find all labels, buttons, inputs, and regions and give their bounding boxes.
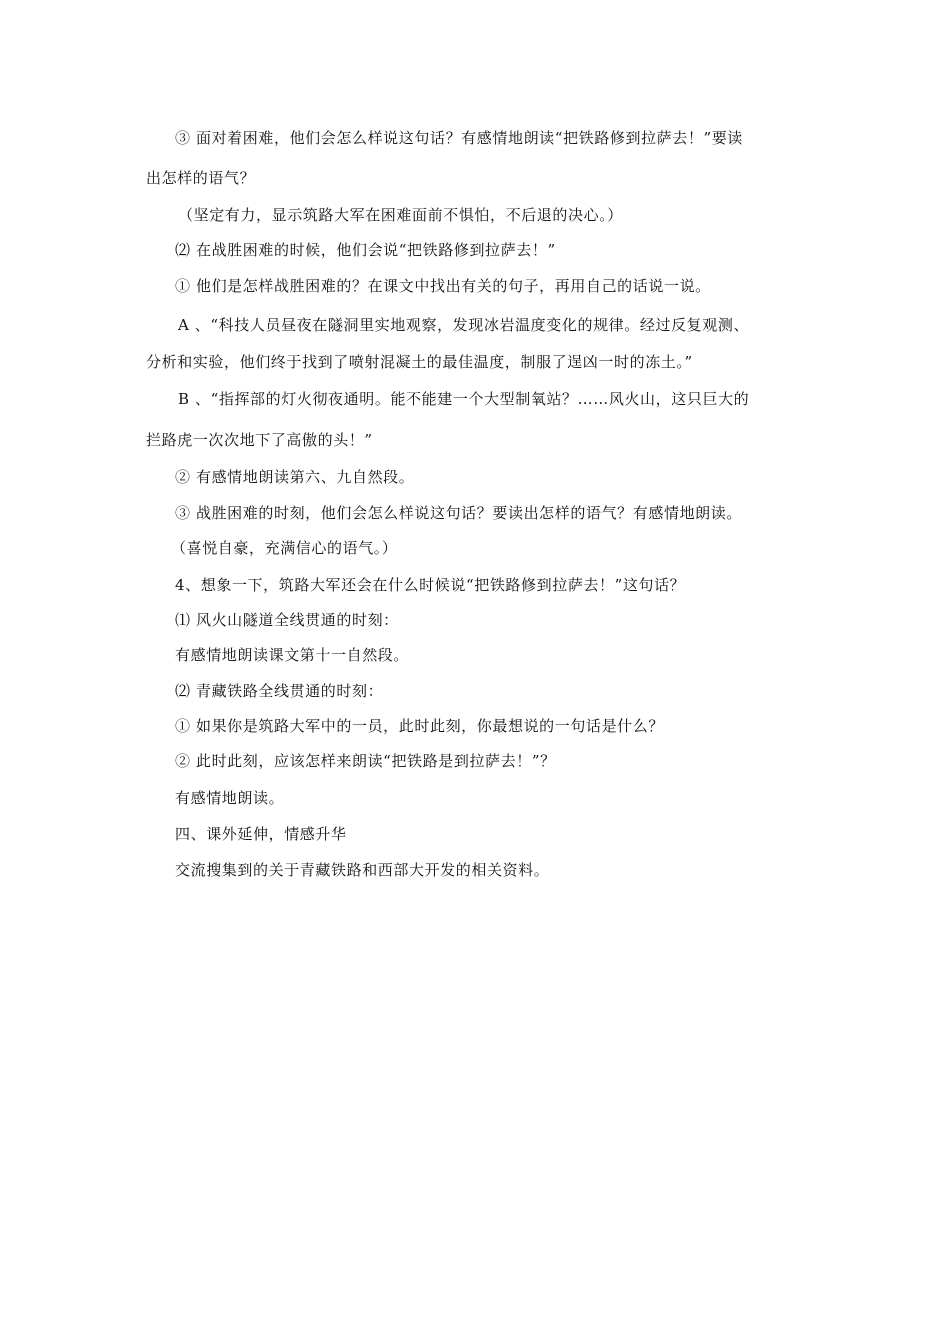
text-line: ② 有感情地朗读第六、九自然段。 [175, 468, 415, 486]
text-line: 出怎样的语气？ [146, 169, 256, 187]
text-line: （坚定有力，显示筑路大军在困难面前不惧怕，不后退的决心。） [178, 206, 623, 224]
text-line: ⑵ 青藏铁路全线贯通的时刻： [175, 682, 384, 700]
text-line: A 、“科技人员昼夜在隧洞里实地观察，发现冰岩温度变化的规律。经过反复观测、 [178, 316, 750, 334]
text-line: ③ 面对着困难，他们会怎么样说这句话？有感情地朗读“把铁路修到拉萨去！”要读 [175, 129, 743, 147]
text-line: ⑴ 风火山隧道全线贯通的时刻： [175, 611, 399, 629]
text-line: 交流搜集到的关于青藏铁路和西部大开发的相关资料。 [175, 861, 550, 879]
text-line: ① 如果你是筑路大军中的一员，此时此刻，你最想说的一句话是什么？ [175, 717, 664, 735]
text-line: 拦路虎一次次地下了高傲的头！” [146, 431, 373, 449]
text-line: ② 此时此刻，应该怎样来朗读“把铁路是到拉萨去！”？ [175, 752, 556, 770]
text-line: （喜悦自豪，充满信心的语气。） [171, 539, 398, 557]
text-line: B 、“指挥部的灯火彻夜通明。能不能建一个大型制氧站？……风火山，这只巨大的 [178, 390, 750, 408]
section-heading: 四、课外延伸，情感升华 [175, 825, 347, 843]
text-line: 4、想象一下，筑路大军还会在什么时候说“把铁路修到拉萨去！”这句话？ [175, 576, 686, 594]
text-line: 有感情地朗读课文第十一自然段。 [175, 646, 410, 664]
text-line: ③ 战胜困难的时刻，他们会怎么样说这句话？要读出怎样的语气？有感情地朗读。 [175, 504, 742, 522]
text-line: ① 他们是怎样战胜困难的？在课文中找出有关的句子，再用自己的话说一说。 [175, 277, 711, 295]
text-line: ⑵ 在战胜困难的时候，他们会说“把铁路修到拉萨去！” [175, 241, 556, 259]
text-line: 有感情地朗读。 [175, 789, 285, 807]
text-line: 分析和实验，他们终于找到了喷射混凝土的最佳温度，制服了逞凶一时的冻土。” [146, 353, 693, 371]
